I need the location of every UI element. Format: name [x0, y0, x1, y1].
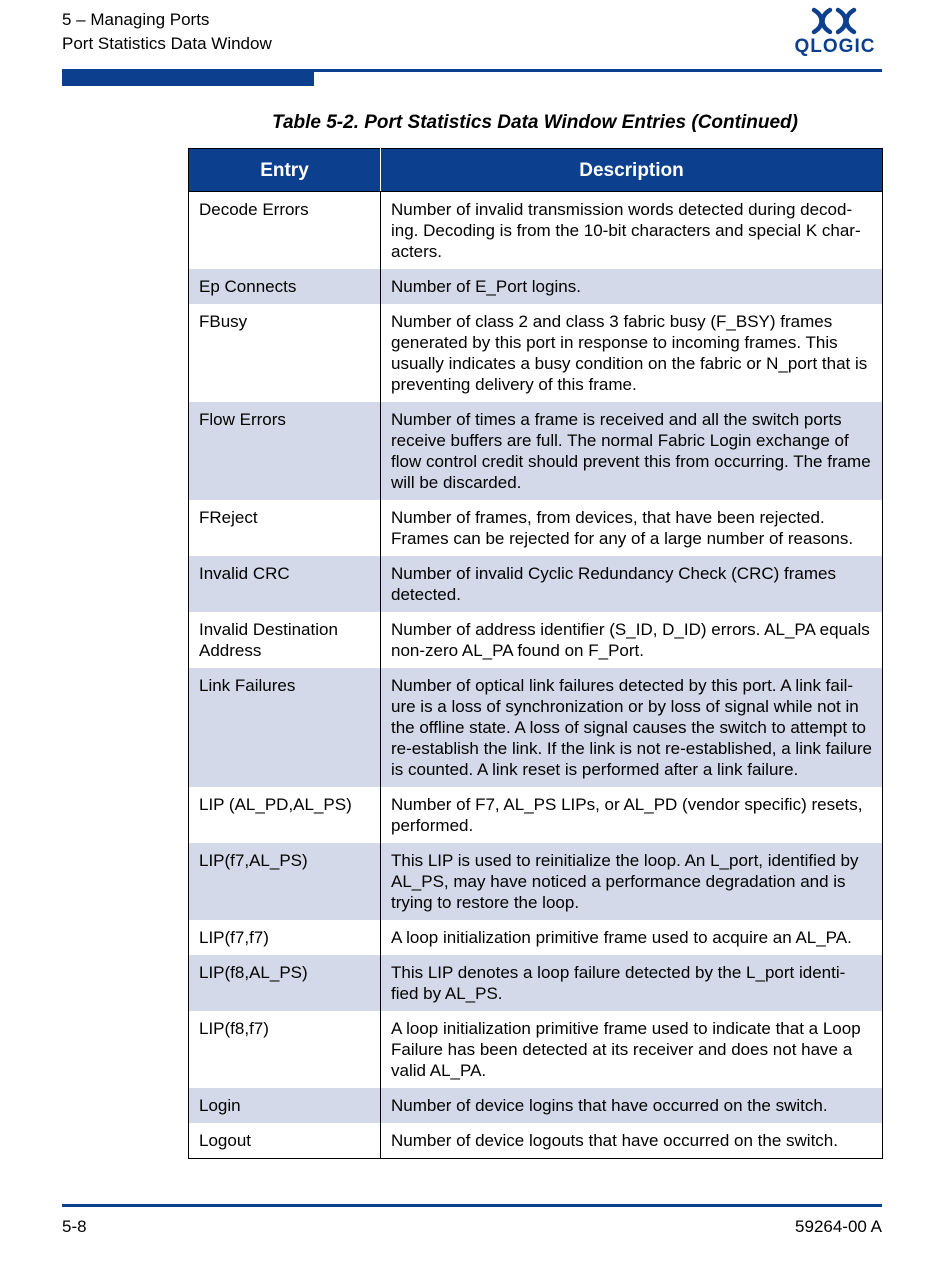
entry-cell: Ep Connects — [189, 269, 381, 304]
description-cell: Number of class 2 and class 3 fabric busy (F_BSY) frames generated by this port in response to incoming frames. This usually indicates a busy condition on the fabric or N_port that is preventing delivery of this frame. — [381, 304, 883, 402]
table-row — [189, 269, 883, 304]
port-statistics-table — [188, 148, 883, 1159]
entry-cell: Invalid CRC — [189, 556, 381, 612]
entry-cell: LIP(f8,f7) — [189, 1011, 381, 1088]
entry-cell: LIP (AL_PD,AL_PS) — [189, 787, 381, 843]
entry-cell: Flow Errors — [189, 402, 381, 500]
entry-cell: LIP(f8,AL_PS) — [189, 955, 381, 1011]
entry-cell: Decode Errors — [189, 192, 381, 270]
running-header — [62, 8, 272, 56]
table-row — [189, 612, 883, 668]
description-cell: Number of F7, AL_PS LIPs, or AL_PD (vendor specific) resets, performed. — [381, 787, 883, 843]
document-number: 59264-00 A — [795, 1217, 882, 1236]
entry-cell: LIP(f7,f7) — [189, 920, 381, 955]
entry-cell: Logout — [189, 1123, 381, 1159]
table-row — [189, 787, 883, 843]
table-body — [189, 192, 883, 1159]
entry-cell: FReject — [189, 500, 381, 556]
description-cell: Number of invalid transmission words detected during decod-ing. Decoding is from the 10-bit characters and special K char-acters. — [381, 192, 883, 270]
logo-wordmark: QLOGIC — [794, 36, 876, 57]
description-cell: Number of invalid Cyclic Redundancy Check (CRC) frames detected. — [381, 556, 883, 612]
entry-cell: LIP(f7,AL_PS) — [189, 843, 381, 920]
column-header-description: Description — [381, 149, 883, 192]
table-row — [189, 1088, 883, 1123]
table-row — [189, 402, 883, 500]
table-row — [189, 556, 883, 612]
chapter-title: 5 – Managing Ports — [62, 10, 210, 29]
table-row — [189, 668, 883, 787]
table-row — [189, 192, 883, 270]
description-cell: Number of optical link failures detected by this port. A link fail-ure is a loss of synchronization or by loss of signal while not in the offline state. A loss of signal causes the switch to attempt to re-establish the link. If the link is not re-established, a link failure is counted. A link reset is performed after a link failure. — [381, 668, 883, 787]
footer-rule — [62, 1204, 882, 1207]
table-header-row — [189, 149, 883, 192]
entry-cell: FBusy — [189, 304, 381, 402]
table-row — [189, 955, 883, 1011]
page-number: 5-8 — [62, 1217, 87, 1236]
description-cell: Number of times a frame is received and all the switch ports receive buffers are full. The normal Fabric Login exchange of flow control credit should prevent this from occurring. The frame will be discarded. — [381, 402, 883, 500]
description-cell: Number of E_Port logins. — [381, 269, 883, 304]
description-cell: Number of device logouts that have occurred on the switch. — [381, 1123, 883, 1159]
description-cell: This LIP denotes a loop failure detected by the L_port identi-fied by AL_PS. — [381, 955, 883, 1011]
description-cell: This LIP is used to reinitialize the loop. An L_port, identified by AL_PS, may have noticed a performance degradation and is trying to restore the loop. — [381, 843, 883, 920]
column-header-entry: Entry — [189, 149, 381, 192]
description-cell: Number of frames, from devices, that have been rejected. Frames can be rejected for any of a large number of reasons. — [381, 500, 883, 556]
table-row — [189, 920, 883, 955]
description-cell: A loop initialization primitive frame used to indicate that a Loop Failure has been detected at its receiver and does not have a valid AL_PA. — [381, 1011, 883, 1088]
entry-cell: Login — [189, 1088, 381, 1123]
description-cell: Number of device logins that have occurred on the switch. — [381, 1088, 883, 1123]
description-cell: A loop initialization primitive frame used to acquire an AL_PA. — [381, 920, 883, 955]
section-title: Port Statistics Data Window — [62, 34, 272, 53]
table-caption: Table 5-2. Port Statistics Data Window Entries (Continued) — [272, 112, 798, 133]
header-tab-bar — [62, 72, 314, 86]
table-row — [189, 500, 883, 556]
qlogic-logo — [788, 6, 880, 62]
qlogic-emblem-icon — [788, 6, 880, 36]
table-row — [189, 1011, 883, 1088]
table-row — [189, 304, 883, 402]
table-row — [189, 1123, 883, 1159]
entry-cell: Invalid Destination Address — [189, 612, 381, 668]
entry-cell: Link Failures — [189, 668, 381, 787]
description-cell: Number of address identifier (S_ID, D_ID) errors. AL_PA equals non-zero AL_PA found on F_Port. — [381, 612, 883, 668]
table-row — [189, 843, 883, 920]
